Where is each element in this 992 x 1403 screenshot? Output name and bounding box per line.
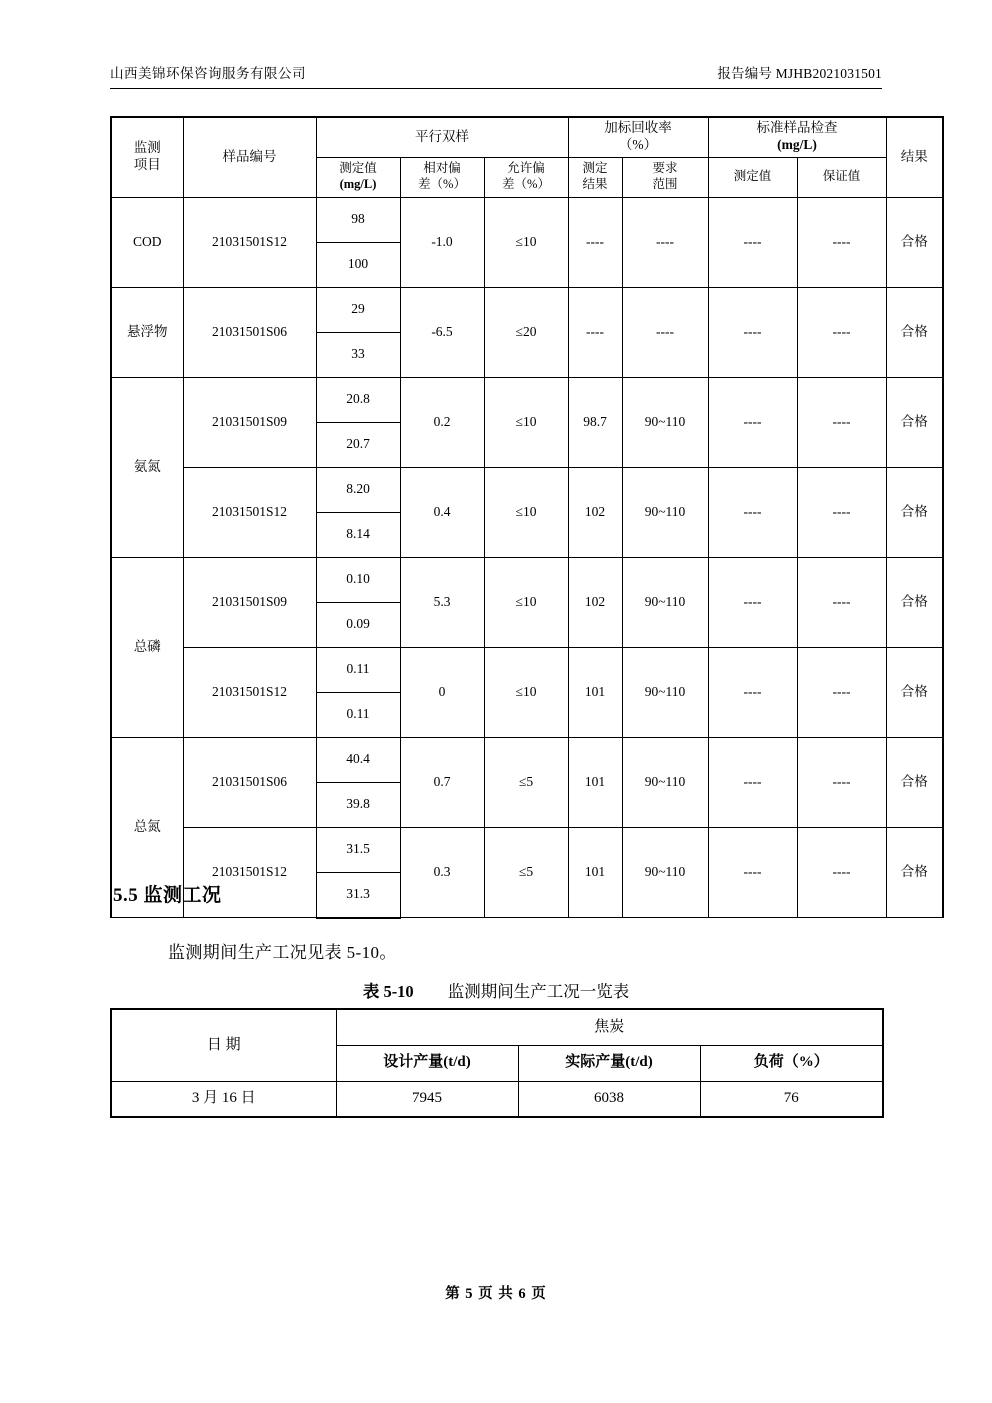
cell-std-measured: ---- — [708, 377, 797, 467]
cell-measured-value: 29 — [316, 287, 400, 332]
cell-measured-value: 31.3 — [316, 872, 400, 918]
th-result: 结果 — [886, 117, 943, 197]
cell-allowed-deviation: ≤5 — [484, 827, 568, 918]
section-title: 监测工况 — [143, 885, 222, 906]
cell-relative-deviation: 0.2 — [400, 377, 484, 467]
th-measured-value: 测定值 (mg/L) — [316, 157, 400, 197]
th-required-range: 要求 范围 — [622, 157, 708, 197]
cell-measured-value: 98 — [316, 197, 400, 242]
cell-std-measured: ---- — [708, 467, 797, 557]
cell-required-range: 90~110 — [622, 737, 708, 827]
cell-measured-result: 101 — [568, 827, 622, 918]
th-recovery: 加标回收率 （%） — [568, 117, 708, 157]
cell-required-range: 90~110 — [622, 467, 708, 557]
cell-result: 合格 — [886, 197, 943, 287]
cell-relative-deviation: 0.3 — [400, 827, 484, 918]
cell-std-guaranteed: ---- — [797, 557, 886, 647]
cell-relative-deviation: 0.7 — [400, 737, 484, 827]
table-row — [111, 377, 943, 422]
table-caption-text: 监测期间生产工况一览表 — [447, 982, 630, 1001]
cell-required-range: 90~110 — [622, 557, 708, 647]
cell-measured-value: 8.14 — [316, 512, 400, 557]
cell-measured-result: 102 — [568, 467, 622, 557]
cell-required-range: 90~110 — [622, 647, 708, 737]
report-number: 报告编号 MJHB2021031501 — [717, 66, 882, 81]
cell-required-range: 90~110 — [622, 827, 708, 918]
table-row — [111, 737, 943, 782]
table-row — [111, 557, 943, 602]
cell-allowed-deviation: ≤10 — [484, 197, 568, 287]
th-parallel: 平行双样 — [316, 117, 568, 157]
production-table — [110, 1008, 884, 1118]
cell-item: COD — [111, 197, 183, 287]
cell-std-measured: ---- — [708, 287, 797, 377]
cell-measured-value: 0.11 — [316, 692, 400, 737]
table-caption-label: 表 5-10 — [362, 982, 414, 1001]
th-std-measured: 测定值 — [708, 157, 797, 197]
cell-std-guaranteed: ---- — [797, 467, 886, 557]
cell-item: 氨氮 — [111, 377, 183, 557]
table-row — [111, 197, 943, 242]
cell-measured-result: 101 — [568, 737, 622, 827]
th-coke: 焦炭 — [336, 1009, 883, 1045]
cell-actual-output: 6038 — [518, 1081, 700, 1117]
cell-sample-no: 21031501S12 — [183, 467, 316, 557]
section-paragraph: 监测期间生产工况见表 5-10。 — [168, 943, 397, 962]
cell-std-guaranteed: ---- — [797, 197, 886, 287]
company-name: 山西美锦环保咨询服务有限公司 — [110, 66, 306, 81]
page-footer — [0, 1282, 992, 1303]
cell-measured-result: ---- — [568, 197, 622, 287]
cell-required-range: ---- — [622, 287, 708, 377]
cell-std-guaranteed: ---- — [797, 827, 886, 918]
cell-measured-value: 33 — [316, 332, 400, 377]
cell-sample-no: 21031501S12 — [183, 647, 316, 737]
cell-result: 合格 — [886, 557, 943, 647]
cell-std-guaranteed: ---- — [797, 377, 886, 467]
cell-measured-value: 20.8 — [316, 377, 400, 422]
table-header-row-1 — [111, 117, 943, 157]
cell-relative-deviation: 0.4 — [400, 467, 484, 557]
cell-result: 合格 — [886, 827, 943, 918]
cell-item: 总磷 — [111, 557, 183, 737]
cell-required-range: ---- — [622, 197, 708, 287]
cell-result: 合格 — [886, 737, 943, 827]
cell-relative-deviation: 5.3 — [400, 557, 484, 647]
th-design-output: 设计产量(t/d) — [336, 1045, 518, 1081]
table-row — [111, 287, 943, 332]
cell-allowed-deviation: ≤10 — [484, 467, 568, 557]
cell-item: 悬浮物 — [111, 287, 183, 377]
cell-sample-no: 21031501S09 — [183, 557, 316, 647]
cell-measured-value: 40.4 — [316, 737, 400, 782]
cell-sample-no: 21031501S06 — [183, 737, 316, 827]
table-row — [111, 827, 943, 872]
cell-measured-value: 0.10 — [316, 557, 400, 602]
table-row — [111, 1081, 883, 1117]
cell-measured-result: 102 — [568, 557, 622, 647]
cell-relative-deviation: -6.5 — [400, 287, 484, 377]
th-sample-no: 样品编号 — [183, 117, 316, 197]
th-standard-check: 标准样品检查 (mg/L) — [708, 117, 886, 157]
cell-allowed-deviation: ≤10 — [484, 377, 568, 467]
cell-measured-result: 98.7 — [568, 377, 622, 467]
cell-date: 3 月 16 日 — [111, 1081, 336, 1117]
prod-header-row-1 — [111, 1009, 883, 1045]
cell-measured-value: 0.11 — [316, 647, 400, 692]
cell-std-guaranteed: ---- — [797, 647, 886, 737]
cell-result: 合格 — [886, 287, 943, 377]
th-std-guaranteed: 保证值 — [797, 157, 886, 197]
cell-sample-no: 21031501S12 — [183, 197, 316, 287]
th-load: 负荷（%） — [700, 1045, 883, 1081]
table-row — [111, 647, 943, 692]
cell-std-measured: ---- — [708, 827, 797, 918]
page-number-text: 第 5 页 共 6 页 — [445, 1286, 547, 1302]
cell-std-measured: ---- — [708, 557, 797, 647]
cell-allowed-deviation: ≤10 — [484, 647, 568, 737]
cell-design-output: 7945 — [336, 1081, 518, 1117]
cell-measured-value: 100 — [316, 242, 400, 287]
cell-allowed-deviation: ≤5 — [484, 737, 568, 827]
cell-relative-deviation: 0 — [400, 647, 484, 737]
cell-measured-value: 8.20 — [316, 467, 400, 512]
cell-std-measured: ---- — [708, 737, 797, 827]
cell-result: 合格 — [886, 377, 943, 467]
th-item: 监测 项目 — [111, 117, 183, 197]
cell-required-range: 90~110 — [622, 377, 708, 467]
th-actual-output: 实际产量(t/d) — [518, 1045, 700, 1081]
cell-result: 合格 — [886, 647, 943, 737]
cell-allowed-deviation: ≤10 — [484, 557, 568, 647]
document-header — [110, 62, 882, 89]
cell-sample-no: 21031501S12 — [183, 827, 316, 918]
cell-measured-value: 0.09 — [316, 602, 400, 647]
table-caption — [0, 978, 992, 1002]
cell-sample-no: 21031501S09 — [183, 377, 316, 467]
cell-sample-no: 21031501S06 — [183, 287, 316, 377]
th-date: 日 期 — [111, 1009, 336, 1081]
cell-relative-deviation: -1.0 — [400, 197, 484, 287]
cell-result: 合格 — [886, 467, 943, 557]
cell-std-measured: ---- — [708, 647, 797, 737]
th-allowed-deviation: 允许偏 差（%） — [484, 157, 568, 197]
cell-std-measured: ---- — [708, 197, 797, 287]
cell-allowed-deviation: ≤20 — [484, 287, 568, 377]
cell-load: 76 — [700, 1081, 883, 1117]
cell-measured-value: 31.5 — [316, 827, 400, 872]
cell-std-guaranteed: ---- — [797, 287, 886, 377]
cell-measured-value: 39.8 — [316, 782, 400, 827]
th-measured-result: 测定 结果 — [568, 157, 622, 197]
cell-measured-result: ---- — [568, 287, 622, 377]
table-row — [111, 467, 943, 512]
quality-control-table — [110, 116, 944, 919]
section-heading — [113, 880, 222, 907]
cell-measured-result: 101 — [568, 647, 622, 737]
section-number: 5.5 — [113, 885, 139, 906]
th-relative-deviation: 相对偏 差（%） — [400, 157, 484, 197]
cell-std-guaranteed: ---- — [797, 737, 886, 827]
cell-item: 总氮 — [111, 737, 183, 918]
cell-measured-value: 20.7 — [316, 422, 400, 467]
